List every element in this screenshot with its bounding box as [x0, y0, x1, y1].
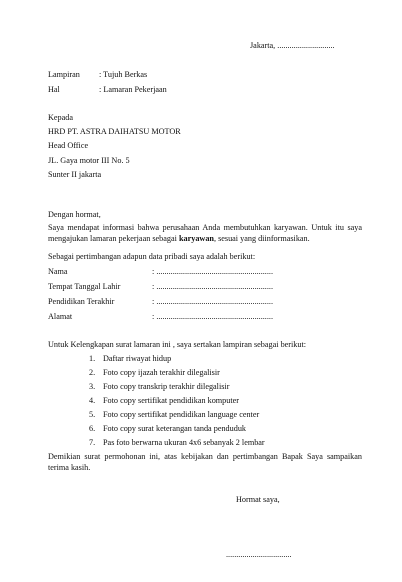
list-item: 4. Foto copy sertifikat pendidikan komputer [89, 396, 239, 405]
field-value: : ......................................................... [152, 267, 273, 276]
field-row-nama [48, 266, 273, 277]
intro-paragraph [48, 222, 362, 244]
field-value: : ......................................................... [152, 312, 273, 321]
field-row-alamat [48, 311, 273, 322]
recipient-street: JL. Gaya motor III No. 5 [48, 156, 130, 165]
recipient-office: Head Office [48, 141, 89, 150]
list-item: 5. Foto copy sertifikat pendidikan language center [89, 410, 260, 419]
closing-paragraph: Demikian surat permohonan ini, atas kebijakan dan pertimbangan Bapak Saya sampaikan terima kasih. [48, 452, 362, 472]
list-item: 7. Pas foto berwarna ukuran 4x6 sebanyak 2 lembar [89, 438, 265, 447]
field-value: : ......................................................... [152, 297, 273, 306]
field-label: Nama [48, 267, 68, 276]
list-item: 1. Daftar riwayat hidup [89, 354, 172, 363]
recipient-company: HRD PT. ASTRA DAIHATSU MOTOR [48, 127, 181, 136]
intro-text-1: Saya mendapat informasi bahwa perusahaan Anda membutuhkan karyawan. Untuk itu saya mengajukan lamaran pekerjaan sebagai [48, 223, 362, 243]
lampiran-label: Lampiran [48, 70, 80, 79]
sign-off: Hormat saya, [236, 495, 280, 504]
intro-text-2: , sesuai yang diinformasikan. [213, 234, 310, 243]
place-date: Jakarta, ............................ [250, 41, 335, 50]
signature-line: ................................ [226, 550, 292, 559]
lampiran-value: : Tujuh Berkas [99, 70, 148, 79]
recipient-kepada: Kepada [48, 113, 74, 122]
field-value: : ......................................................... [152, 282, 273, 291]
field-label: Tempat Tanggal Lahir [48, 282, 121, 291]
greeting: Dengan hormat, [48, 210, 101, 219]
field-label: Pendidikan Terakhir [48, 297, 115, 306]
list-item: 3. Foto copy transkrip terakhir dilegalisir [89, 382, 230, 391]
list-item: 6. Foto copy surat keterangan tanda penduduk [89, 424, 247, 433]
hal-value: : Lamaran Pekerjaan [99, 85, 167, 94]
attachments-intro: Untuk Kelengkapan surat lamaran ini , saya sertakan lampiran sebagai berikut: [48, 340, 307, 349]
hal-label: Hal [48, 85, 60, 94]
consideration-line: Sebagai pertimbangan adapun data pribadi saya adalah berikut: [48, 252, 256, 261]
field-row-pendidikan [48, 296, 273, 307]
intro-text-bold: karyawan [178, 234, 214, 243]
list-item: 2. Foto copy ijazah terakhir dilegalisir [89, 368, 220, 377]
field-row-ttl [48, 281, 273, 292]
recipient-city: Sunter II jakarta [48, 170, 102, 179]
field-label: Alamat [48, 312, 73, 321]
